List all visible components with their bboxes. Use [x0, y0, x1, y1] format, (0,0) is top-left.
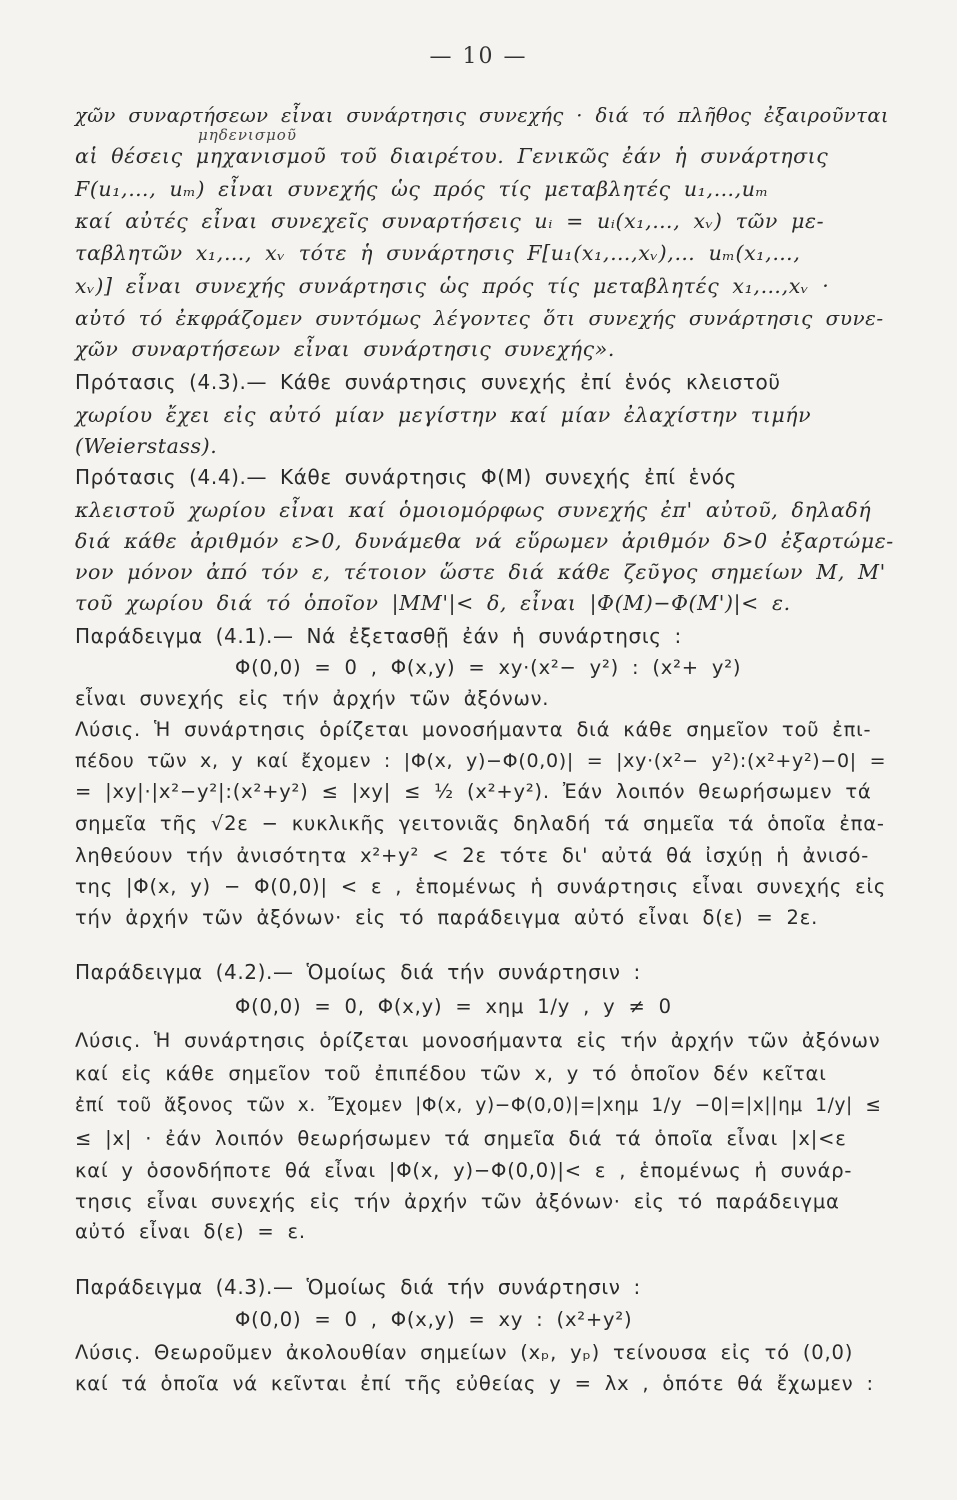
example-4-2-heading: Παράδειγμα (4.2).— Ὁμοίως διά τήν συνάρτησιν :: [75, 960, 641, 984]
example-4-3-heading: Παράδειγμα (4.3).— Ὁμοίως διά τήν συνάρτησιν :: [75, 1275, 641, 1299]
text-line: ληθεύουν τήν ἀνισότητα x²+y² < 2ε τότε δι' αὐτά θά ἰσχύῃ ἡ ἀνισό-: [75, 844, 870, 867]
text-line: χωρίου ἔχει εἰς αὐτό μίαν μεγίστην καί μίαν ἐλαχίστην τιμήν: [75, 403, 812, 427]
text-line: νον μόνον ἀπό τόν ε, τέτοιον ὥστε διά κάθε ζεῦγος σημείων M, M': [75, 560, 886, 584]
proposition-4-4-line: Πρότασις (4.4).— Κάθε συνάρτησις Φ(M) συνεχής ἐπί ἑνός: [75, 465, 737, 489]
text-line: διά κάθε ἀριθμόν ε>0, δυνάμεθα νά εὕρωμεν ἀριθμόν δ>0 ἐξαρτώμε-: [75, 529, 894, 553]
text-line: τήν ἀρχήν τῶν ἀξόνων· εἰς τό παράδειγμα αὐτό εἶναι δ(ε) = 2ε.: [75, 906, 819, 929]
text-line: ≤ |x| · ἐάν λοιπόν θεωρήσωμεν τά σημεῖα διά τά ὁποῖα εἶναι |x|<ε: [75, 1127, 847, 1150]
text-line: εἶναι συνεχής εἰς τήν ἀρχήν τῶν ἀξόνων.: [75, 687, 550, 710]
text-line: F(u₁,…, uₘ) εἶναι συνεχής ὡς πρός τίς μεταβλητές u₁,…,uₘ: [75, 177, 769, 201]
text-line: αὐτό εἶναι δ(ε) = ε.: [75, 1220, 306, 1243]
solution-line: Λύσις. Ἡ συνάρτησις ὁρίζεται μονοσήμαντα διά κάθε σημεῖον τοῦ ἐπι-: [75, 718, 872, 741]
page-number: — 10 —: [429, 44, 528, 69]
solution-line: Λύσις. Θεωροῦμεν ἀκολουθίαν σημείων (xₚ, yₚ) τείνουσα εἰς τό (0,0): [75, 1341, 854, 1364]
formula-4-2: Φ(0,0) = 0, Φ(x,y) = xημ 1/y , y ≠ 0: [235, 995, 672, 1018]
text-line: xᵥ)] εἶναι συνεχής συνάρτησις ὡς πρός τίς μεταβλητές x₁,…,xᵥ ·: [75, 274, 830, 298]
formula-4-1: Φ(0,0) = 0 , Φ(x,y) = xy·(x²− y²) : (x²+ y²): [235, 656, 742, 679]
text-line: τησις εἶναι συνεχής εἰς τήν ἀρχήν τῶν ἀξόνων· εἰς τό παράδειγμα: [75, 1190, 840, 1213]
solution-line: Λύσις. Ἡ συνάρτησις ὁρίζεται μονοσήμαντα εἰς τήν ἀρχήν τῶν ἀξόνων: [75, 1029, 881, 1052]
text-line: χῶν συναρτήσεων εἶναι συνάρτησις συνεχής · διά τό πλῆθος ἐξαιροῦνται: [75, 104, 889, 127]
text-line: καί τά ὁποῖα νά κεῖνται ἐπί τῆς εὐθείας y = λx , ὁπότε θά ἔχωμεν :: [75, 1372, 874, 1395]
formula-4-3: Φ(0,0) = 0 , Φ(x,y) = xy : (x²+y²): [235, 1308, 633, 1331]
text-line: αὐτό τό ἐκφράζομεν συντόμως λέγοντες ὅτι συνεχής συνάρτησις συνε-: [75, 306, 884, 330]
example-4-1-heading: Παράδειγμα (4.1).— Νά ἐξετασθῇ ἐάν ἡ συνάρτησις :: [75, 624, 682, 648]
text-line: αἱ θέσεις μηχανισμοῦ τοῦ διαιρέτου. Γενικῶς ἐάν ἡ συνάρτησις: [75, 144, 829, 168]
text-line: της |Φ(x, y) − Φ(0,0)| < ε , ἑπομένως ἡ συνάρτησις εἶναι συνεχής εἰς: [75, 875, 887, 898]
proposition-4-3-line: Πρότασις (4.3).— Κάθε συνάρτησις συνεχής ἐπί ἑνός κλειστοῦ: [75, 370, 781, 394]
text-line: (Weierstass).: [75, 434, 218, 458]
text-line: χῶν συναρτήσεων εἶναι συνάρτησις συνεχής».: [75, 337, 615, 361]
handwritten-correction: μηδενισμοῦ: [198, 126, 297, 144]
text-line: = |xy|·|x²−y²|:(x²+y²) ≤ |xy| ≤ ½ (x²+y²). Ἐάν λοιπόν θεωρήσωμεν τά: [75, 780, 872, 803]
text-line: καί εἰς κάθε σημεῖον τοῦ ἐπιπέδου τῶν x, y τό ὁποῖον δέν κεῖται: [75, 1062, 827, 1085]
text-line: ἐπί τοῦ ἄξονος τῶν x. Ἔχομεν |Φ(x, y)−Φ(0,0)|=|xημ 1/y −0|=|x||ημ 1/y| ≤: [75, 1095, 882, 1116]
text-line: πέδου τῶν x, y καί ἔχομεν : |Φ(x, y)−Φ(0,0)| = |xy·(x²− y²):(x²+y²)−0| =: [75, 750, 887, 772]
text-line: ταβλητῶν x₁,…, xᵥ τότε ἡ συνάρτησις F[u₁(x₁,…,xᵥ),… uₘ(x₁,…,: [75, 241, 801, 265]
text-line: καί y ὁσονδήποτε θά εἶναι |Φ(x, y)−Φ(0,0)|< ε , ἑπομένως ἡ συνάρ-: [75, 1159, 853, 1182]
text-line: τοῦ χωρίου διά τό ὁποῖον |MM'|< δ, εἶναι |Φ(M)−Φ(M')|< ε.: [75, 591, 791, 615]
text-line: κλειστοῦ χωρίου εἶναι καί ὁμοιομόρφως συνεχής ἐπ' αὐτοῦ, δηλαδή: [75, 498, 872, 522]
text-line: καί αὐτές εἶναι συνεχεῖς συναρτήσεις uᵢ = uᵢ(x₁,…, xᵥ) τῶν με-: [75, 209, 825, 233]
text-line: σημεῖα τῆς √2ε − κυκλικῆς γειτονιᾶς δηλαδή τά σημεῖα τά ὁποῖα ἐπα-: [75, 812, 885, 835]
